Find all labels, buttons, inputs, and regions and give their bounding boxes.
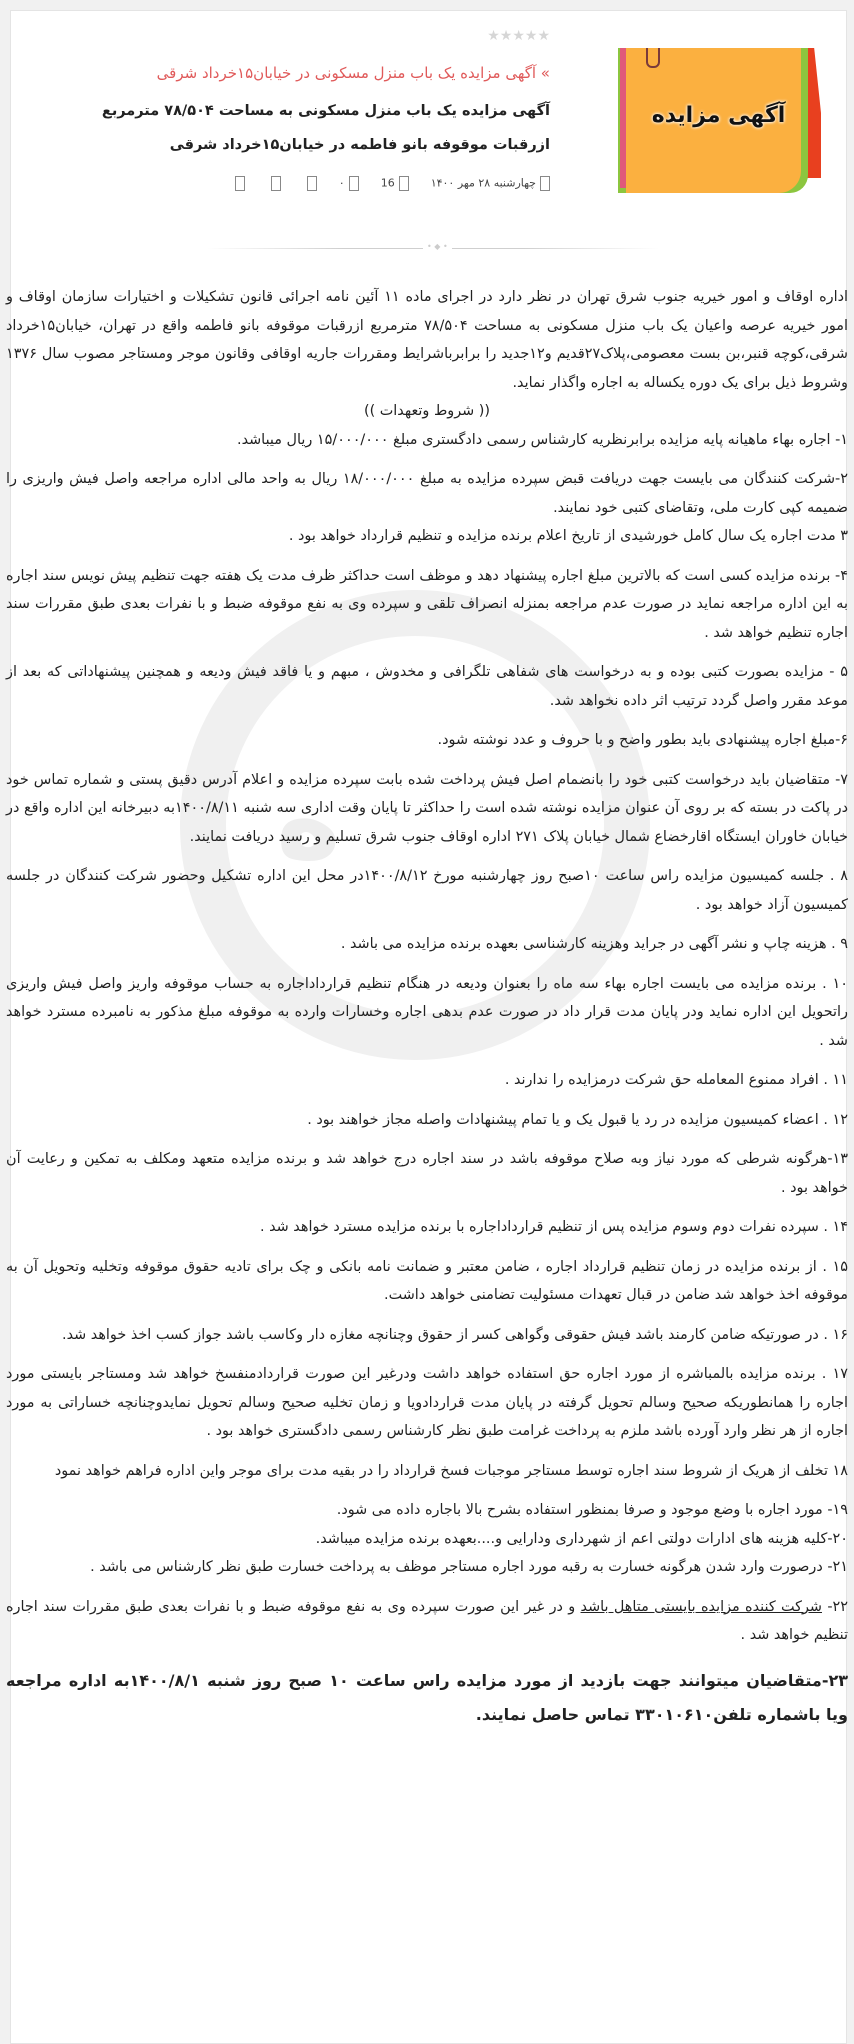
comment-icon [349,176,359,191]
view-count: 16 [380,176,395,190]
condition-item [6,1593,848,1650]
views-item [381,176,409,191]
comments-item[interactable] [339,176,359,191]
print-icon[interactable] [307,176,317,191]
watermark-logo: ه [180,590,650,1060]
condition-item: ۱۰ . برنده مزایده می بایست اجاره بهاء سه ماه را بعنوان ودیعه در هنگام تنظیم قرارداداجاره به حساب موقوفه واریز واصل فیش واریزی راتحویل این اداره نماید ودر پایان مدت قرار داد در صورت عدم بدهی اجاره وخسارات وارده به موقوفه مبلغ مذکور به نامبرده مسترد خواهد شد . [6,975,848,1049]
condition-item: ۱۵ . از برنده مزایده در زمان تنظیم قرارداد اجاره ، ضامن معتبر و ضمانت نامه بانکی و چک برای تادیه حقوق موقوفه وتخلیه وتحویل آن به موقوفه اخذ خواهد شد ضامن در قبال تعهدات مسئولیت تضامنی خواهد داشت. [6,1258,848,1303]
conditions-heading: (( شروط وتعهدات )) [363,403,491,419]
date-item [431,176,550,191]
divider [207,242,659,251]
eye-icon [399,176,409,191]
article-meta [40,176,550,191]
publish-date: چهارشنبه ۲۸ مهر ۱۴۰۰ [430,176,536,190]
condition-item: ۱۴ . سپرده نفرات دوم وسوم مزایده پس از تنظیم قرارداداجاره با برنده مزایده مسترد خواهد شد . [259,1219,848,1235]
condition-item: ۱۹- مورد اجاره با وضع موجود و صرفا بمنظور استفاده بشرح بالا باجاره داده می شود. [336,1502,848,1518]
condition-item: ۹ . هزینه چاپ و نشر آگهی در جراید وهزینه کارشناسی بعهده برنده مزایده می باشد . [340,936,848,952]
condition-item: ۱۳-هرگونه شرطی که مورد نیاز وبه صلاح موقوفه باشد در سند اجاره درج خواهد شد و برنده مزایده متعهد ومکلف به تمکین و رعایت آن خواهد بود . [6,1151,848,1196]
condition-item: ۸ . جلسه کمیسیون مزایده راس ساعت ۱۰صبح روز چهارشنبه مورخ ۱۴۰۰/۸/۱۲در محل این اداره تشکیل وحضور شرکت کنندگان در جلسه کمیسیون آزاد خواهد بود . [6,868,848,913]
condition-item: ۳ مدت اجاره یک سال کامل خورشیدی از تاریخ اعلام برنده مزایده و تنظیم قرارداد خواهد بود . [288,528,848,544]
condition-item: ۱۸ تخلف از هریک از شروط سند اجاره توسط مستاجر موجبات فسخ قرارداد را در بقیه مدت برای موجر واین اداره فراهم خواهد نمود [54,1462,848,1479]
condition-item-contact: ۲۳-متقاضیان میتوانند جهت بازدید از مورد مزایده راس ساعت ۱۰ صبح روز شنبه ۱۴۰۰/۸/۱به اداره مراجعه ویا باشماره تلفن۳۳۰۱۰۶۱۰ تماس حاصل نمایند. [6,1670,848,1724]
intro-paragraph: اداره اوقاف و امور خیریه جنوب شرق تهران در نظر دارد در اجرای ماده ۱۱ آئین نامه اجرائی قانون تشکیلات و اختیارات سازمان اوقاف و امور خیریه عرصه واعیان یک باب منزل مسکونی به مساحت ۷۸/۵۰۴ مترمربع ازرقبات موقوفه بانو فاطمه واقع در تهران، خیابان۱۵خرداد شرقی،کوچه قنبر،بن بست معصومی،پلاک۲۷قدیم و۱۲جدید را برابرباشرایط ومقررات جاریه اوقافی وقانون موجر ومستاجر مصوب سال ۱۳۷۶ وشروط ذیل برای یک دوره یکساله به اجاره واگذار نماید. [6,289,848,391]
condition-item: ۶-مبلغ اجاره پیشنهادی باید بطور واضح و با حروف و عدد نوشته شود. [437,732,848,748]
article-header [40,28,550,191]
conditions-list [6,426,848,1582]
thumbnail-label: آگهی مزایده [651,103,786,128]
condition-item: ۱۷ . برنده مزایده بالمباشره از مورد اجاره حق استفاده خواهد داشت ودرغیر این صورت قراردادمنفسخ خواهد شد ومستاجر بایستی مورد اجاره را همانطوریکه صحیح وسالم تحویل گرفته در پایان مدت قراردادویا و زمان تخلیه صحیح وسالم تحویل نمایدوچنانچه خساراتی به مورد اجاره از هر نظر وارد آورده باشد ملزم به پرداخت غرامت طبق نظر کارشناس رسمی دادگستری خواهد بود . [6,1366,848,1439]
divider-ornament: • ◆ • [423,242,452,251]
paperclip-icon [646,48,660,68]
condition-item: ۲-شرکت کنندگان می بایست جهت دریافت قبض سپرده مزایده به مبلغ ۱۸/۰۰۰/۰۰۰ ریال به واحد مالی اداره مراجعه واصل فیش واریزی را ضمیمه کپی کارت ملی، وتقاضای کتبی خود نمایند. [6,471,848,516]
condition-item: ۵ - مزایده بصورت کتبی بوده و به درخواست های شفاهی تلگرافی و مخدوش ، مبهم و یا فاقد فیش ودیعه و همچنین پیشنهاداتی که بعد از موعد مقرر واصل گردد ترتیب اثر داده نخواهد شد. [6,664,848,709]
font-size-icon[interactable] [235,176,245,191]
underlined-text: شرکت کننده مزایده بایستی متاهل باشد [580,1598,822,1615]
condition-item: ۲۱- درصورت وارد شدن هرگونه خسارت به رقبه مورد اجاره مستاجر موظف به پرداخت خسارت طبق نظر کارشناس می باشد . [90,1559,848,1575]
calendar-icon [540,176,550,191]
condition-item: ۱۶ . در صورتیکه ضامن کارمند باشد فیش حقوقی وگواهی کسر از حقوق وچنانچه مغازه دار وکاسب باشد جواز کسب اخذ خواهد شد. [62,1326,848,1343]
condition-item: ۱۲ . اعضاء کمیسیون مزایده در رد یا قبول یک و یا تمام پیشنهادات واصله مجاز خواهند بود . [307,1111,848,1128]
article-title[interactable]: » آگهی مزایده یک باب منزل مسکونی در خیابان۱۵خرداد شرقی [156,64,550,82]
comment-count: ۰ [338,176,345,190]
item-number: ۲۲- [822,1598,848,1615]
condition-item: ۱- اجاره بهاء ماهیانه پایه مزایده برابرنظریه کارشناس رسمی دادگستری مبلغ ۱۵/۰۰۰/۰۰۰ ریال میباشد. [237,431,848,448]
condition-item: ۷- متقاضیان باید درخواست کتبی خود را بانضمام اصل فیش پرداخت شده بابت سپرده مزایده و اعلام آدرس دقیق پستی و شماره تماس خود در پاکت در بسته که بر روی آن عنوان مزایده نوشته شده است را حداکثر تا پایان وقت اداری سه شنبه ۱۴۰۰/۸/۱۱به دبیرخانه این اداره واقع در خیابان خاوران ایستگاه اقارخضاع شمال خیابان پلاک ۲۷۱ اداره اوقاف جنوب شرق تسلیم و رسید دریافت نمایند. [6,771,848,845]
article-thumbnail[interactable] [616,48,821,193]
article-lead: آگهی مزایده یک باب منزل مسکونی به مساحت ۷۸/۵۰۴ مترمربع ازرقبات موقوفه بانو فاطمه در خیابان۱۵خرداد شرقی [101,103,550,153]
condition-item: ۱۱ . افراد ممنوع المعامله حق شرکت درمزایده را ندارند . [504,1072,848,1088]
condition-item: ۲۰-کلیه هزینه های ادارات دولتی اعم از شهرداری ودارایی و....بعهده برنده مزایده میباشد. [315,1530,848,1547]
rating-stars[interactable]: ★★★★★ [487,28,550,44]
item-text: و در غیر این صورت سپرده وی به نفع موقوفه ضبط و با نفرات بعدی طبق مقررات سند اجاره تنظیم خواهد شد . [6,1598,848,1643]
share-icon[interactable] [271,176,281,191]
condition-item: ۴- برنده مزایده کسی است که بالاترین مبلغ اجاره پیشنهاد دهد و موظف است حداکثر ظرف مدت یک هفته جهت تنظیم پیش نویس سند اجاره به این اداره مراجعه نماید در صورت عدم مراجعه بمنزله انصراف تلقی و سپرده وی به نفع موقوفه ضبط و با نفرات بعدی طبق مقررات سند اجاره تنظیم خواهد شد . [6,567,848,641]
article-body [6,283,848,1743]
